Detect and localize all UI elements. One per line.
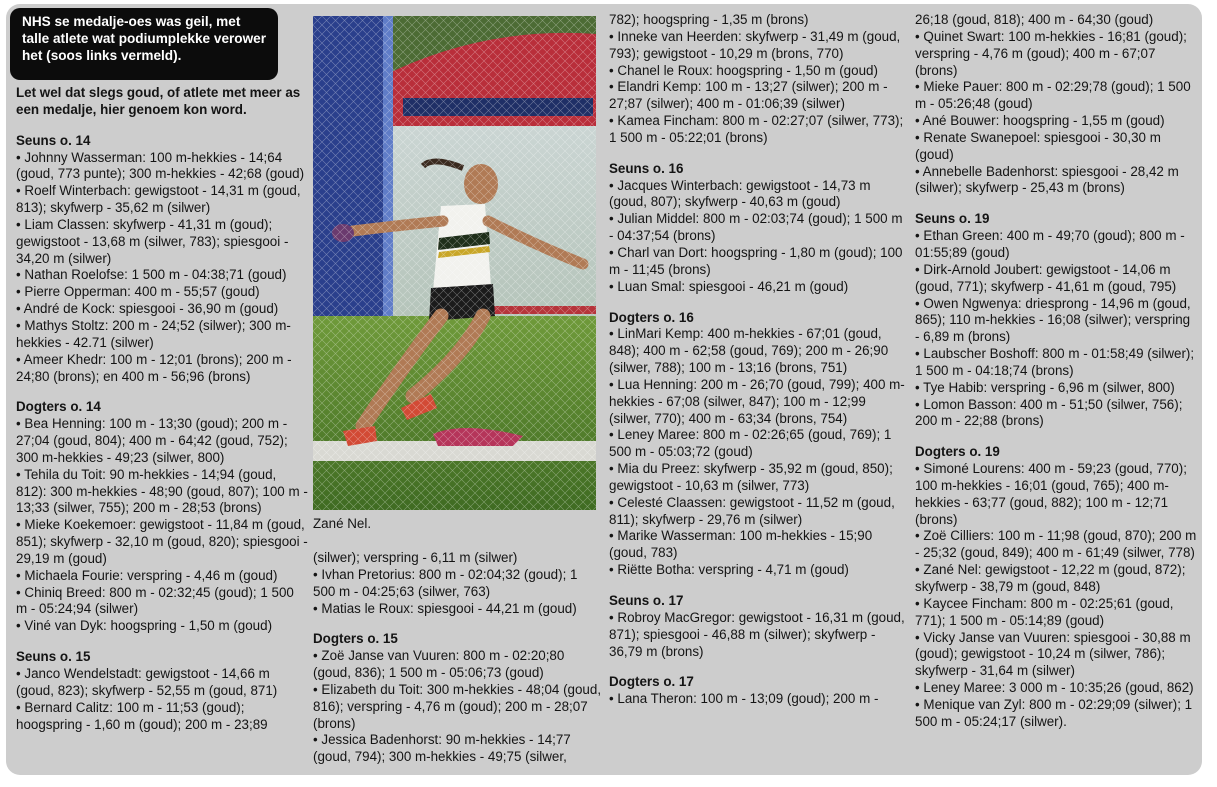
intro-note: Let wel dat slegs goud, of atlete met meer as een medalje, hier genoem kon word. <box>16 85 301 117</box>
result-entry: • Johnny Wasserman: 100 m-hekkies - 14;64 (goud, 773 punte); 300 m-hekkies - 42;68 (goud) <box>16 149 305 182</box>
section-heading: Seuns o. 14 <box>16 132 91 148</box>
result-entry: • Tehila du Toit: 90 m-hekkies - 14;94 (goud, 812): 300 m-hekkies - 48;90 (goud, 807); 100 m - 13;33 (silwer, 755); 200 m - 28;53 (brons) <box>16 466 308 516</box>
result-entry: • Owen Ngwenya: driesprong - 14,96 m (goud, 865); 110 m-hekkies - 16;08 (silwer); verspring - 6,89 m (brons) <box>915 295 1191 345</box>
result-entry: • Leney Maree: 3 000 m - 10:35;26 (goud, 862) <box>915 680 1194 696</box>
section-heading: Dogters o. 17 <box>609 674 694 690</box>
result-entry: • Dirk-Arnold Joubert: gewigstoot - 14,06 m (goud, 771); skyfwerp - 41,61 m (goud, 795) <box>915 261 1177 294</box>
result-entry: • Ameer Khedr: 100 m - 12;01 (brons); 200 m - 24;80 (brons); en 400 m - 56;96 (brons) <box>16 351 292 384</box>
result-entry: • Roelf Winterbach: gewigstoot - 14,31 m (goud, 813); skyfwerp - 35,62 m (silwer) <box>16 183 301 216</box>
result-entry: • Vicky Janse van Vuuren: spiesgooi - 30,88 m (goud); gewigstoot - 10,24 m (silwer, 786); skyfwerp - 31,64 m (silwer) <box>915 629 1191 679</box>
result-entry: • Ethan Green: 400 m - 49;70 (goud); 800 m - 01:55;89 (goud) <box>915 228 1185 260</box>
result-entry: • Bernard Calitz: 100 m - 11;53 (goud); hoogspring - 1,60 m (goud); 200 m - 23;89 <box>16 699 268 732</box>
result-entry: • Celesté Claassen: gewigstoot - 11,52 m (goud, 811); skyfwerp - 29,76 m (silwer) <box>609 494 895 527</box>
results-column-4 <box>915 12 1197 731</box>
result-entry: • Luan Smal: spiesgooi - 46,21 m (goud) <box>609 278 849 294</box>
headline-text: NHS se medalje-oes was geil, met talle atlete wat podiumplekke verower het (soos links vermeld). <box>22 14 267 63</box>
result-entry: • Tye Habib: verspring - 6,96 m (silwer, 800) <box>915 379 1175 395</box>
result-entry: • Renate Swanepoel: spiesgooi - 30,30 m (goud) <box>915 129 1161 162</box>
result-entry: • Bea Henning: 100 m - 13;30 (goud); 200 m - 27;04 (goud, 804); 400 m - 64;42 (goud, 752); 300 m-hekkies - 49;23 (silwer, 800) <box>16 416 288 465</box>
result-entry: • Elizabeth du Toit: 300 m-hekkies - 48;04 (goud, 816); verspring - 4,76 m (goud); 200 m - 28;07 (brons) <box>313 681 602 731</box>
result-entry: • Lana Theron: 100 m - 13;09 (goud); 200 m - <box>609 691 879 707</box>
result-entry: • Chanel le Roux: hoogspring - 1,50 m (goud) <box>609 62 878 78</box>
result-entry: • Mieke Pauer: 800 m - 02:29;78 (goud); 1 500 m - 05:26;48 (goud) <box>915 79 1191 112</box>
results-column-2 <box>313 550 603 766</box>
section-heading: Seuns o. 19 <box>915 211 990 227</box>
result-entry: • Laubscher Boshoff: 800 m - 01:58;49 (silwer); 1 500 m - 04:18;74 (brons) <box>915 346 1195 378</box>
result-entry: • Inneke van Heerden: skyfwerp - 31,49 m (goud, 793); gewigstoot - 10,29 m (brons, 770) <box>609 28 901 61</box>
result-entry: • Zoë Cilliers: 100 m - 11;98 (goud, 870); 200 m - 25;32 (goud, 849); 400 m - 61;49 (silwer, 778) <box>915 528 1197 561</box>
result-entry: • Julian Middel: 800 m - 02:03;74 (goud); 1 500 m - 04:37;54 (brons) <box>609 211 903 244</box>
result-entry: • Leney Maree: 800 m - 02:26;65 (goud, 769); 1 500 m - 05:03;72 (goud) <box>609 427 892 460</box>
photo-caption: Zané Nel. <box>313 516 372 531</box>
result-entry: • Zané Nel: gewigstoot - 12,22 m (goud, 872); skyfwerp - 38,79 m (goud, 848) <box>915 562 1186 594</box>
result-entry: • Matias le Roux: spiesgooi - 44,21 m (goud) <box>313 600 577 616</box>
result-entry: • Mieke Koekemoer: gewigstoot - 11,84 m (goud, 851); skyfwerp - 32,10 m (goud, 820); spiesgooi - 29,19 m (goud) <box>16 517 308 566</box>
athlete-photo <box>313 16 596 510</box>
result-entry: • Janco Wendelstadt: gewigstoot - 14,66 m (goud, 823); skyfwerp - 52,55 m (goud, 871) <box>16 666 278 698</box>
section-heading: Dogters o. 15 <box>313 631 398 647</box>
result-entry: • Riëtte Botha: verspring - 4,71 m (goud) <box>609 562 849 578</box>
result-entry: • André de Kock: spiesgooi - 36,90 m (goud) <box>16 301 279 317</box>
result-entry: • Mia du Preez: skyfwerp - 35,92 m (goud, 850); gewigstoot - 10,63 m (silwer, 773) <box>609 461 893 493</box>
section-heading: Seuns o. 15 <box>16 649 91 665</box>
result-entry: • Viné van Dyk: hoogspring - 1,50 m (goud) <box>16 618 273 634</box>
results-panel <box>6 4 1202 775</box>
section-heading: Dogters o. 19 <box>915 444 1000 460</box>
result-entry: • Kaycee Fincham: 800 m - 02:25;61 (goud, 771); 1 500 m - 05:14;89 (goud) <box>915 595 1174 628</box>
result-entry: • Marike Wasserman: 100 m-hekkies - 15;90 (goud, 783) <box>609 528 873 561</box>
results-column-3 <box>609 12 905 708</box>
result-entry: • Elandri Kemp: 100 m - 13;27 (silwer); 200 m - 27;87 (silwer); 400 m - 01:06;39 (silwer) <box>609 79 888 112</box>
results-column-1 <box>16 85 308 733</box>
section-heading: Seuns o. 17 <box>609 593 684 608</box>
result-entry: 782); hoogspring - 1,35 m (brons) <box>609 12 809 27</box>
result-entry: • Ané Bouwer: hoogspring - 1,55 m (goud) <box>915 113 1165 129</box>
result-entry: • Michaela Fourie: verspring - 4,46 m (goud) <box>16 567 278 583</box>
result-entry: • Kamea Fincham: 800 m - 02:27;07 (silwer, 773); 1 500 m - 05:22;01 (brons) <box>609 113 904 145</box>
result-entry: • Menique van Zyl: 800 m - 02:29;09 (silwer); 1 500 m - 05:24;17 (silwer). <box>915 696 1193 729</box>
result-entry: • Jessica Badenhorst: 90 m-hekkies - 14;77 (goud, 794); 300 m-hekkies - 49;75 (silwer, <box>313 732 571 765</box>
result-entry: • Charl van Dort: hoogspring - 1,80 m (goud); 100 m - 11;45 (brons) <box>609 244 903 277</box>
result-entry: • Lomon Basson: 400 m - 51;50 (silwer, 756); 200 m - 22;88 (brons) <box>915 396 1183 429</box>
result-entry: • Quinet Swart: 100 m-hekkies - 16;81 (goud); verspring - 4,76 m (goud); 400 m - 67;07 (brons) <box>915 28 1187 78</box>
result-entry: • Nathan Roelofse: 1 500 m - 04:38;71 (goud) <box>16 267 287 283</box>
headline-box <box>10 8 278 80</box>
section-heading: Dogters o. 14 <box>16 399 101 415</box>
result-entry: • Lua Henning: 200 m - 26;70 (goud, 799); 400 m-hekkies - 67;08 (silwer, 847); 100 m - 12;99 (silwer, 770); 400 m - 63;34 (brons, 754) <box>609 376 905 426</box>
section-heading: Dogters o. 16 <box>609 309 694 325</box>
result-entry: • Liam Classen: skyfwerp - 41,31 m (goud); gewigstoot - 13,68 m (silwer, 783); spiesgooi - 34,20 m (silwer) <box>16 216 289 266</box>
result-entry: • Simoné Lourens: 400 m - 59;23 (goud, 770); 100 m-hekkies - 16;01 (goud, 765); 400 m-hekkies - 63;77 (goud, 882); 100 m - 12;71 (brons) <box>915 461 1187 527</box>
result-entry: • LinMari Kemp: 400 m-hekkies - 67;01 (goud, 848); 400 m - 62;58 (goud, 769); 200 m - 26;90 (silwer, 788); 100 m - 13;16 (brons, 751) <box>609 326 889 376</box>
result-entry: • Jacques Winterbach: gewigstoot - 14,73 m (goud, 807); skyfwerp - 40,63 m (goud) <box>609 177 871 210</box>
result-entry: • Annebelle Badenhorst: spiesgooi - 28,42 m (silwer); skyfwerp - 25,43 m (brons) <box>915 163 1179 196</box>
result-entry: (silwer); verspring - 6,11 m (silwer) <box>313 550 518 565</box>
result-entry: 26;18 (goud, 818); 400 m - 64;30 (goud) <box>915 12 1154 27</box>
result-entry: • Ivhan Pretorius: 800 m - 02:04;32 (goud); 1 500 m - 04:25;63 (silwer, 763) <box>313 566 578 599</box>
result-entry: • Mathys Stoltz: 200 m - 24;52 (silwer); 300 m-hekkies - 42.71 (silwer) <box>16 317 291 350</box>
section-heading: Seuns o. 16 <box>609 160 684 176</box>
result-entry: • Robroy MacGregor: gewigstoot - 16,31 m (goud, 871); spiesgooi - 46,88 m (silwer); skyfwerp - 36,79 m (brons) <box>609 609 905 659</box>
result-entry: • Chiniq Breed: 800 m - 02:32;45 (goud); 1 500 m - 05:24;94 (silwer) <box>16 584 294 617</box>
result-entry: • Zoë Janse van Vuuren: 800 m - 02:20;80 (goud, 836); 1 500 m - 05:06;73 (goud) <box>313 648 565 681</box>
result-entry: • Pierre Opperman: 400 m - 55;57 (goud) <box>16 284 260 300</box>
